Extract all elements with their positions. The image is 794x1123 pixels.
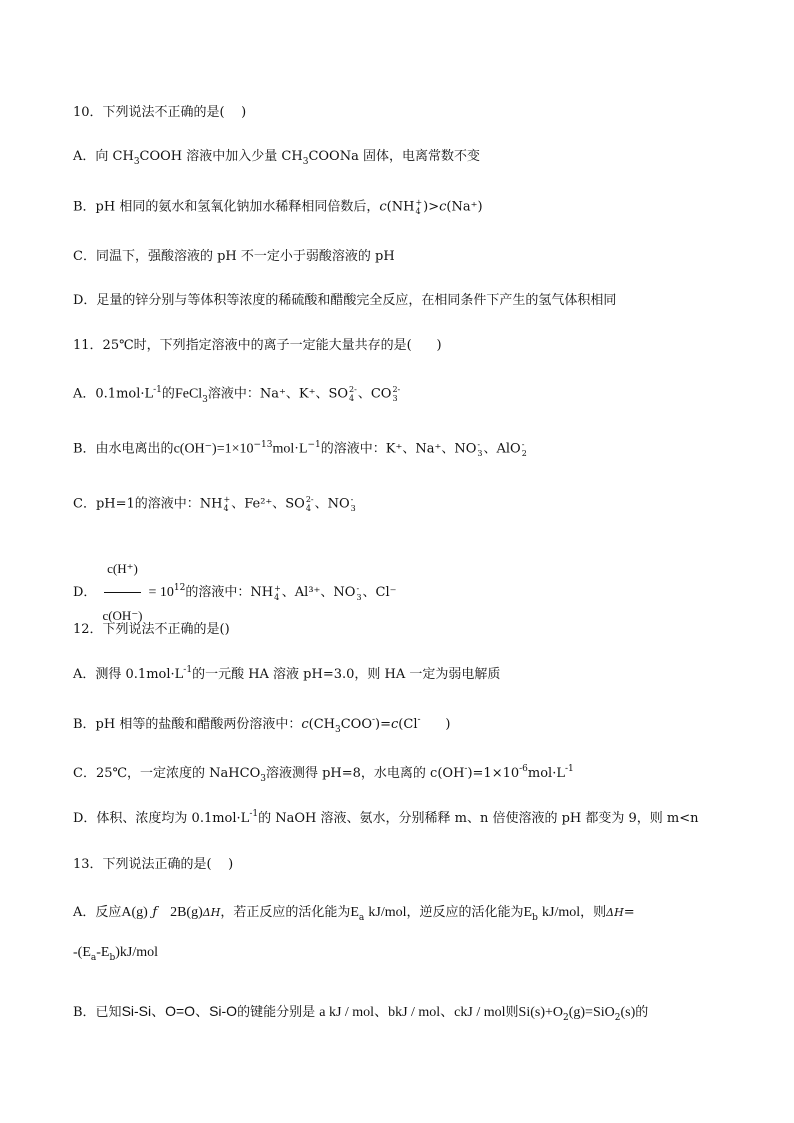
q10-option-c: C．同温下，强酸溶液的 pH 不一定小于弱酸溶液的 pH [73,249,395,264]
q11-option-a: A．$0.1mol\cdot L^{-1}$的FeCl$_3$溶液中：Na⁺、K⁺、SO 2- 4 、CO 2- 3 [73,384,401,405]
q10-option-a: A．向 $CH_3COOH$ 溶液中加入少量 $CH_3COONa$ 固体，电离常数不变 [73,149,480,167]
equilibrium-arrow-icon: ƒ [152,905,158,920]
q12-stem: 12．下列说法不正确的是() [73,622,230,637]
q13-option-a-continued: $-(E_a-E_b)kJ$/mol [73,945,159,963]
q11-option-c: C．pH=1的溶液中：NH + 4 、Fe²⁺、SO 2- 4 、NO - 3 [73,495,356,513]
q11-stem: 11．25℃时，下列指定溶液中的离子一定能大量共存的是( ) [73,338,442,353]
q13-stem: 13．下列说法正确的是( ) [73,857,234,872]
q12-option-a: A．测得 $0.1mol\cdot L^{-1}$的一元酸 HA 溶液 pH=3.0，则 HA 一定为弱电解质 [73,665,501,682]
q13-option-a: A．反应A(g) ƒ 2B(g)ΔH，若正反应的活化能为$E_a$ kJ/mol，逆反应的活化能为$E_b$ kJ/mol，则ΔH= [73,905,635,923]
q11-option-d: D． $\frac{c(H^+)}{c(OH^-)}$ = $10^{12}$的溶液中：NH + 4 、Al³⁺、NO - 3 、Cl⁻ [73,548,397,637]
q10-option-b: B．pH 相同的氨水和氢氧化钠加水稀释相同倍数后，c(NH + 4 )>c(Na⁺) [73,198,483,216]
q10-option-d: D．足量的锌分别与等体积等浓度的稀硫酸和醋酸完全反应，在相同条件下产生的氢气体积相同 [73,293,617,308]
q12-option-b: B．pH 相等的盐酸和醋酸两份溶液中：$c(CH_3COO^-)=c(Cl^-$ ) [73,715,451,735]
q10-stem: 10．下列说法不正确的是( ) [73,105,247,120]
q12-option-d: D．体积、浓度均为 $0.1mol\cdot L^{-1}$的 NaOH 溶液、氨水，分别稀释 m、n 倍使溶液的 pH 都变为 9，则 m<n [73,809,699,826]
q12-option-c: C．25℃，一定浓度的 NaHCO$_3$溶液测得 pH=8，水电离的 $c(OH^-)=1\times 10^{-6}mol\cdot L^{-1}$ [73,764,574,784]
q13-option-b: B．已知Si-Si、O=O、Si-O的键能分别是 a kJ / mol、bkJ / mol、ckJ / mol则$Si(s)+O_2(g)=SiO_2(s)$的 [73,1003,649,1023]
q11-option-b: B．由水电离出的$c(OH^-)=1\times 10^{-13}mol\cdot L^{-1}$的溶液中：K⁺、Na⁺、NO - 3 、AlO - 2 [73,439,527,458]
ratio-fraction: $\frac{c(H^+)}{c(OH^-)}$ [99,548,145,637]
